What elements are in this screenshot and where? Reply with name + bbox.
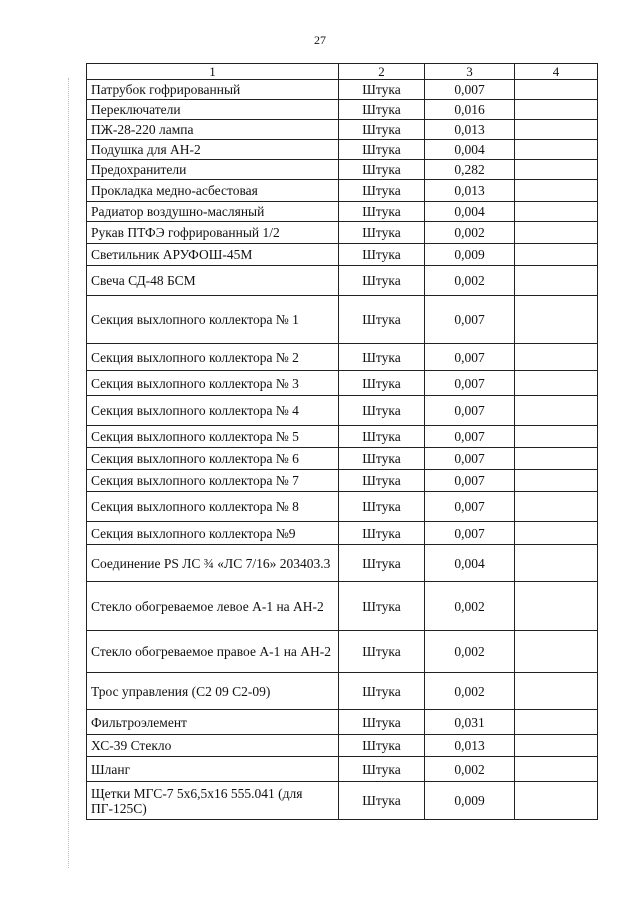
table-row [87, 757, 598, 782]
note-cell [515, 582, 598, 631]
table-row [87, 710, 598, 735]
note-cell [515, 522, 598, 545]
item-name-cell: Патрубок гофрированный [87, 80, 339, 100]
note-cell [515, 545, 598, 582]
item-name-cell: Стекло обогреваемое левое А-1 на АН-2 [87, 582, 339, 631]
table-row [87, 673, 598, 710]
note-cell [515, 673, 598, 710]
table-row [87, 100, 598, 120]
item-name-cell: Свеча СД-48 БСМ [87, 266, 339, 296]
item-name-cell: Предохранители [87, 160, 339, 180]
note-cell [515, 735, 598, 757]
item-name-cell: Соединение PS ЛС ¾ «ЛС 7/16» 203403.3 [87, 545, 339, 582]
table-row [87, 244, 598, 266]
spec-table [86, 63, 598, 820]
item-name-cell: Светильник АРУФОШ-45М [87, 244, 339, 266]
table-row [87, 296, 598, 344]
note-cell [515, 344, 598, 371]
table-header-row [87, 64, 598, 80]
quantity-cell: 0,004 [425, 202, 515, 222]
unit-cell: Штука [339, 344, 425, 371]
table-row [87, 426, 598, 448]
note-cell [515, 371, 598, 396]
item-name-cell: Секция выхлопного коллектора № 6 [87, 448, 339, 470]
table-row [87, 545, 598, 582]
quantity-cell: 0,013 [425, 735, 515, 757]
note-cell [515, 492, 598, 522]
note-cell [515, 202, 598, 222]
header-col-4: 4 [515, 64, 598, 80]
table-row [87, 522, 598, 545]
item-name-cell: ПЖ-28-220 лампа [87, 120, 339, 140]
quantity-cell: 0,002 [425, 631, 515, 673]
item-name-cell: Трос управления (С2 09 С2-09) [87, 673, 339, 710]
quantity-cell: 0,013 [425, 120, 515, 140]
note-cell [515, 244, 598, 266]
quantity-cell: 0,002 [425, 266, 515, 296]
quantity-cell: 0,002 [425, 222, 515, 244]
unit-cell: Штука [339, 396, 425, 426]
header-col-1: 1 [87, 64, 339, 80]
note-cell [515, 710, 598, 735]
table-row [87, 266, 598, 296]
note-cell [515, 120, 598, 140]
note-cell [515, 100, 598, 120]
table-row [87, 371, 598, 396]
item-name-cell: Фильтроэлемент [87, 710, 339, 735]
note-cell [515, 631, 598, 673]
unit-cell: Штука [339, 180, 425, 202]
unit-cell: Штука [339, 244, 425, 266]
item-name-cell: Шланг [87, 757, 339, 782]
item-name-cell: Секция выхлопного коллектора № 8 [87, 492, 339, 522]
unit-cell: Штука [339, 448, 425, 470]
unit-cell: Штука [339, 371, 425, 396]
item-name-cell: Секция выхлопного коллектора № 1 [87, 296, 339, 344]
quantity-cell: 0,007 [425, 371, 515, 396]
quantity-cell: 0,004 [425, 140, 515, 160]
table-row [87, 180, 598, 202]
item-name-cell: Секция выхлопного коллектора № 5 [87, 426, 339, 448]
table-row [87, 735, 598, 757]
quantity-cell: 0,004 [425, 545, 515, 582]
unit-cell: Штука [339, 757, 425, 782]
page-number: 27 [314, 33, 326, 47]
table-row [87, 140, 598, 160]
item-name-cell: ХС-39 Стекло [87, 735, 339, 757]
item-name-cell: Секция выхлопного коллектора №9 [87, 522, 339, 545]
quantity-cell: 0,002 [425, 673, 515, 710]
quantity-cell: 0,007 [425, 522, 515, 545]
item-name-cell: Секция выхлопного коллектора № 4 [87, 396, 339, 426]
table-row [87, 120, 598, 140]
table-row [87, 222, 598, 244]
table-row [87, 160, 598, 180]
unit-cell: Штука [339, 735, 425, 757]
unit-cell: Штука [339, 545, 425, 582]
quantity-cell: 0,007 [425, 492, 515, 522]
quantity-cell: 0,002 [425, 582, 515, 631]
note-cell [515, 266, 598, 296]
unit-cell: Штука [339, 426, 425, 448]
note-cell [515, 470, 598, 492]
note-cell [515, 80, 598, 100]
item-name-cell: Щетки МГС-7 5х6,5х16 555.041 (для ПГ-125С) [87, 782, 339, 820]
unit-cell: Штука [339, 120, 425, 140]
unit-cell: Штука [339, 582, 425, 631]
note-cell [515, 782, 598, 820]
unit-cell: Штука [339, 470, 425, 492]
item-name-cell: Рукав ПТФЭ гофрированный 1/2 [87, 222, 339, 244]
table-row [87, 202, 598, 222]
item-name-cell: Секция выхлопного коллектора № 3 [87, 371, 339, 396]
unit-cell: Штука [339, 673, 425, 710]
note-cell [515, 180, 598, 202]
unit-cell: Штука [339, 140, 425, 160]
quantity-cell: 0,016 [425, 100, 515, 120]
item-name-cell: Стекло обогреваемое правое А-1 на АН-2 [87, 631, 339, 673]
note-cell [515, 160, 598, 180]
unit-cell: Штука [339, 80, 425, 100]
unit-cell: Штука [339, 100, 425, 120]
quantity-cell: 0,013 [425, 180, 515, 202]
table-row [87, 492, 598, 522]
quantity-cell: 0,007 [425, 296, 515, 344]
note-cell [515, 757, 598, 782]
quantity-cell: 0,007 [425, 426, 515, 448]
table-row [87, 448, 598, 470]
item-name-cell: Переключатели [87, 100, 339, 120]
table-row [87, 344, 598, 371]
item-name-cell: Прокладка медно-асбестовая [87, 180, 339, 202]
item-name-cell: Радиатор воздушно-масляный [87, 202, 339, 222]
note-cell [515, 448, 598, 470]
header-col-2: 2 [339, 64, 425, 80]
quantity-cell: 0,031 [425, 710, 515, 735]
table-row [87, 631, 598, 673]
unit-cell: Штука [339, 202, 425, 222]
quantity-cell: 0,282 [425, 160, 515, 180]
item-name-cell: Подушка для АН-2 [87, 140, 339, 160]
unit-cell: Штука [339, 296, 425, 344]
quantity-cell: 0,009 [425, 782, 515, 820]
table-row [87, 782, 598, 820]
unit-cell: Штука [339, 492, 425, 522]
table-row [87, 80, 598, 100]
note-cell [515, 222, 598, 244]
item-name-cell: Секция выхлопного коллектора № 7 [87, 470, 339, 492]
table-row [87, 582, 598, 631]
note-cell [515, 396, 598, 426]
margin-rule [68, 78, 69, 868]
unit-cell: Штука [339, 710, 425, 735]
quantity-cell: 0,007 [425, 80, 515, 100]
table-row [87, 470, 598, 492]
note-cell [515, 426, 598, 448]
unit-cell: Штука [339, 160, 425, 180]
note-cell [515, 296, 598, 344]
quantity-cell: 0,007 [425, 448, 515, 470]
item-name-cell: Секция выхлопного коллектора № 2 [87, 344, 339, 371]
quantity-cell: 0,002 [425, 757, 515, 782]
note-cell [515, 140, 598, 160]
quantity-cell: 0,007 [425, 344, 515, 371]
quantity-cell: 0,007 [425, 396, 515, 426]
quantity-cell: 0,009 [425, 244, 515, 266]
unit-cell: Штука [339, 631, 425, 673]
quantity-cell: 0,007 [425, 470, 515, 492]
table-row [87, 396, 598, 426]
unit-cell: Штука [339, 266, 425, 296]
unit-cell: Штука [339, 782, 425, 820]
header-col-3: 3 [425, 64, 515, 80]
unit-cell: Штука [339, 522, 425, 545]
unit-cell: Штука [339, 222, 425, 244]
